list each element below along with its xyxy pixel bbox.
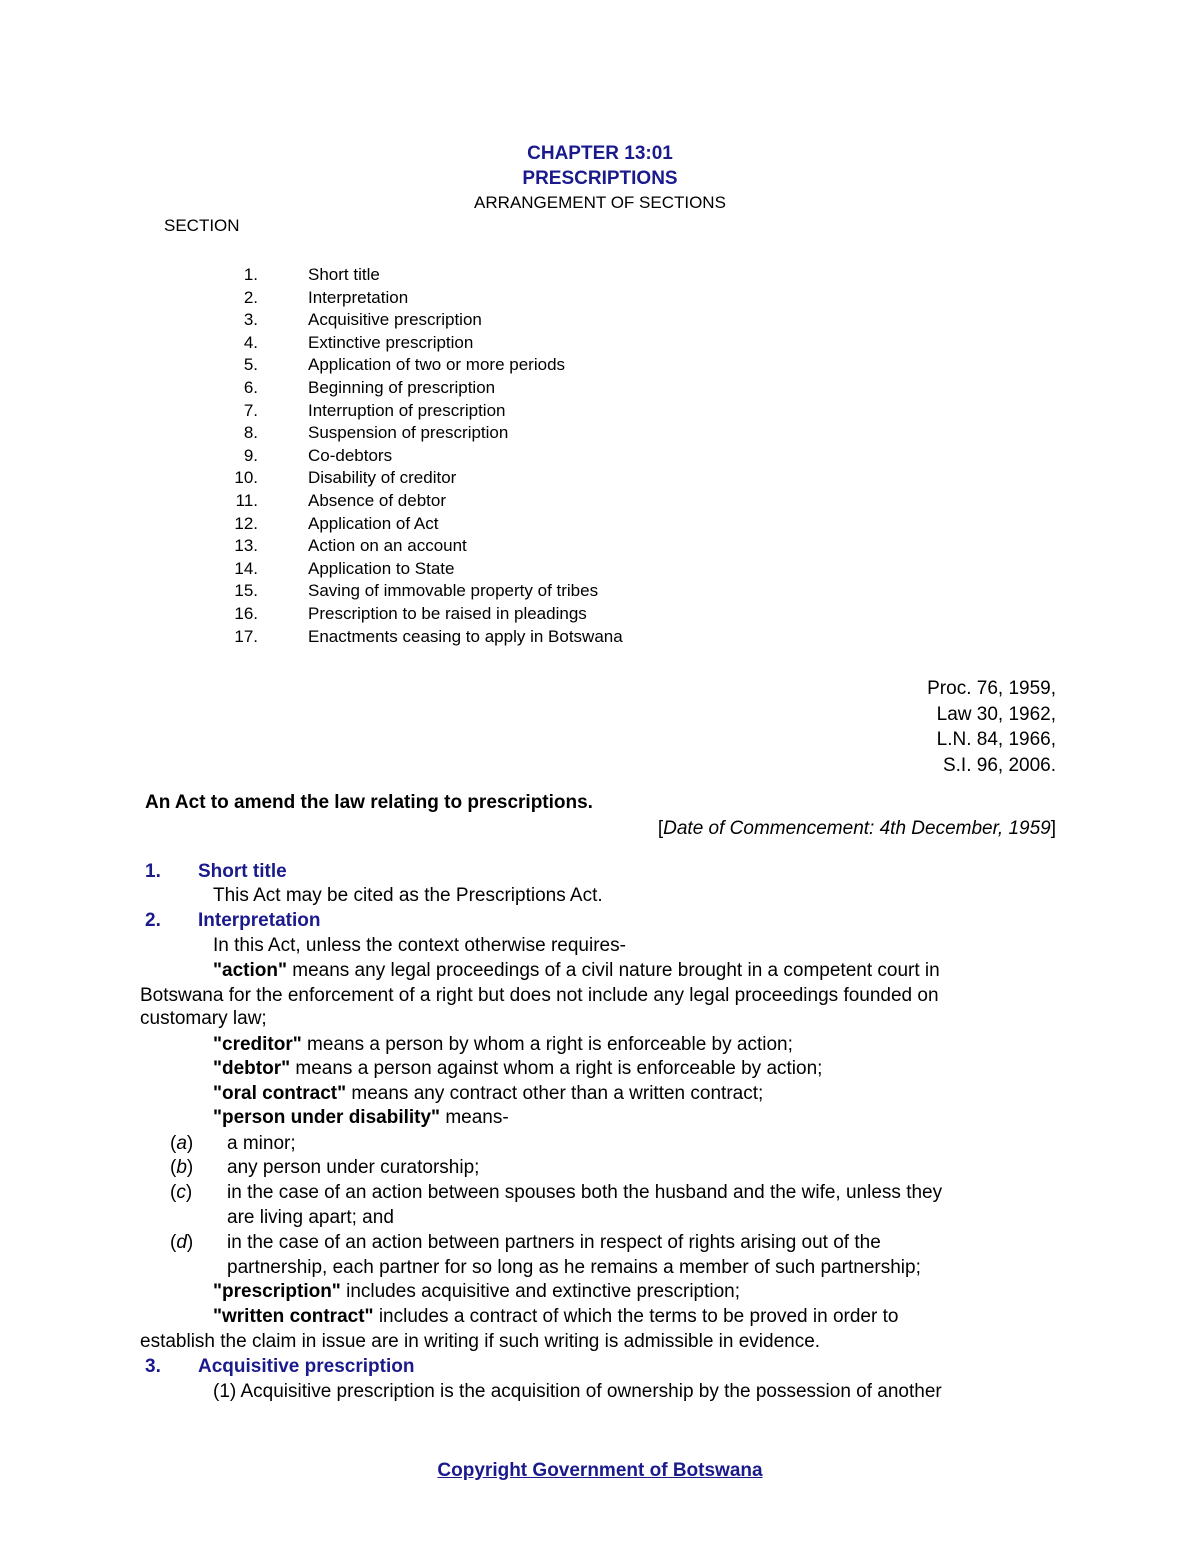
toc-number: 1. — [243, 265, 258, 284]
definition-action-cont: customary law; — [140, 1008, 267, 1029]
toc-number: 9. — [243, 445, 258, 465]
citation: L.N. 84, 1966, — [936, 729, 1056, 750]
definition-prescription — [213, 1281, 740, 1303]
toc-item[interactable] — [0, 580, 1200, 603]
item-a-text: a minor; — [227, 1133, 296, 1154]
toc-number: 4. — [243, 332, 258, 352]
toc-item[interactable] — [0, 400, 1200, 423]
toc-label: Absence of debtor — [308, 490, 446, 510]
toc-label: Saving of immovable property of tribes — [308, 581, 599, 601]
section-title: Short title — [198, 861, 287, 882]
definition-text: includes a contract of which the terms to be proved in order to — [373, 1306, 899, 1327]
item-d-label: (d) — [170, 1232, 194, 1253]
toc-item[interactable] — [0, 422, 1200, 445]
toc-item[interactable] — [0, 264, 1200, 287]
item-letter: b — [176, 1157, 187, 1178]
toc-number: 5. — [243, 355, 258, 375]
item-a-label: (a) — [170, 1133, 194, 1154]
toc-label: Beginning of prescription — [308, 377, 496, 397]
definition-text: means a person against whom a right is enforceable by action; — [290, 1058, 823, 1079]
bracket-open: [ — [657, 818, 664, 839]
toc-item[interactable] — [0, 558, 1200, 581]
section-title: Interpretation — [198, 910, 321, 931]
section-number: 1. — [145, 861, 161, 882]
toc-label: Suspension of prescription — [308, 423, 509, 443]
defined-term: "written contract" — [213, 1306, 374, 1327]
section-number: 2. — [145, 910, 161, 931]
toc-number: 16. — [234, 603, 258, 623]
toc-label: Disability of creditor — [308, 468, 457, 488]
toc-number: 12. — [234, 513, 258, 533]
toc-number: 15. — [234, 581, 258, 601]
definition-person-under-disability — [213, 1107, 509, 1129]
section-3-text: (1) Acquisitive prescription is the acquisition of ownership by the possession of another — [213, 1381, 942, 1402]
section-3-title — [198, 1356, 414, 1378]
section-3-heading — [145, 1356, 161, 1378]
item-c-text-cont: are living apart; and — [227, 1207, 394, 1228]
section-column-label: SECTION — [164, 216, 240, 235]
citation: Law 30, 1962, — [936, 703, 1056, 725]
chapter-title: PRESCRIPTIONS — [522, 168, 678, 189]
section-1-heading — [145, 861, 161, 883]
definition-written-contract-cont: establish the claim in issue are in writing if such writing is admissible in evidence. — [140, 1331, 821, 1352]
citation: S.I. 96, 2006. — [942, 754, 1056, 776]
defined-term: "debtor" — [213, 1058, 291, 1079]
toc-number: 2. — [243, 287, 258, 307]
toc-item[interactable] — [0, 332, 1200, 355]
toc-label: Prescription to be raised in pleadings — [308, 603, 587, 623]
item-c-text: in the case of an action between spouses both the husband and the wife, unless they — [227, 1182, 943, 1203]
commencement-text: Date of Commencement: 4th December, 1959 — [663, 818, 1051, 839]
definition-text: means a person by whom a right is enforceable by action; — [301, 1034, 793, 1055]
item-b-text: any person under curatorship; — [227, 1157, 480, 1178]
defined-term: "action" — [213, 960, 287, 981]
definition-text: means any legal proceedings of a civil nature brought in a competent court in — [286, 960, 940, 981]
toc-item[interactable] — [0, 445, 1200, 468]
toc-item[interactable] — [0, 354, 1200, 377]
copyright-link[interactable]: Copyright Government of Botswana — [437, 1460, 763, 1481]
toc-item[interactable] — [0, 603, 1200, 626]
definition-text: means any contract other than a written contract; — [346, 1083, 764, 1104]
defined-term: "person under disability" — [213, 1107, 441, 1128]
toc-item[interactable] — [0, 287, 1200, 310]
defined-term: "creditor" — [213, 1034, 302, 1055]
toc-number: 10. — [234, 468, 258, 488]
definition-oral-contract — [213, 1083, 763, 1105]
toc-item[interactable] — [0, 309, 1200, 332]
toc-label: Application of two or more periods — [308, 355, 566, 375]
section-2-heading — [145, 910, 161, 932]
toc-label: Interpretation — [308, 287, 409, 307]
toc-label: Co-debtors — [308, 445, 393, 465]
arrangement-heading: ARRANGEMENT OF SECTIONS — [474, 193, 726, 212]
definition-creditor — [213, 1034, 793, 1056]
definition-written-contract — [213, 1306, 898, 1328]
definition-action — [213, 960, 940, 982]
item-letter: c — [176, 1182, 186, 1203]
toc-label: Action on an account — [308, 536, 467, 556]
definition-text: means- — [440, 1107, 509, 1128]
section-title: Acquisitive prescription — [198, 1356, 415, 1377]
act-long-title: An Act to amend the law relating to prescriptions. — [145, 792, 593, 813]
toc-number: 17. — [234, 626, 258, 646]
section-1-title — [198, 861, 287, 883]
toc-number: 13. — [234, 536, 258, 556]
toc-number: 7. — [243, 400, 258, 420]
toc-label: Extinctive prescription — [308, 332, 474, 352]
toc-item[interactable] — [0, 626, 1200, 649]
toc-label: Acquisitive prescription — [308, 310, 482, 330]
toc-number: 14. — [234, 558, 258, 578]
toc-label: Application to State — [308, 558, 455, 578]
defined-term: "prescription" — [213, 1281, 341, 1302]
toc-item[interactable] — [0, 490, 1200, 513]
toc-item[interactable] — [0, 513, 1200, 536]
toc-label: Interruption of prescription — [308, 400, 506, 420]
item-b-label: (b) — [170, 1157, 194, 1178]
section-1-text: This Act may be cited as the Prescriptions Act. — [213, 885, 603, 906]
item-d-text: in the case of an action between partners in respect of rights arising out of the — [227, 1232, 881, 1253]
toc-number: 3. — [243, 310, 258, 330]
definition-text: includes acquisitive and extinctive prescription; — [340, 1281, 741, 1302]
section-2-title — [198, 910, 320, 932]
definition-debtor — [213, 1058, 822, 1080]
toc-item[interactable] — [0, 377, 1200, 400]
section-2-intro: In this Act, unless the context otherwise requires- — [213, 935, 626, 956]
item-letter: d — [176, 1232, 187, 1253]
toc-label: Application of Act — [308, 513, 439, 533]
definition-action-cont: Botswana for the enforcement of a right but does not include any legal proceedings founded on — [140, 985, 939, 1006]
section-number: 3. — [145, 1356, 161, 1377]
toc-label: Enactments ceasing to apply in Botswana — [308, 626, 623, 646]
toc-item[interactable] — [0, 535, 1200, 558]
item-c-label: (c) — [170, 1182, 193, 1203]
item-letter: a — [176, 1133, 187, 1154]
toc-label: Short title — [308, 265, 380, 284]
bracket-close: ] — [1050, 818, 1056, 839]
toc-number: 6. — [243, 377, 258, 397]
chapter-number: CHAPTER 13:01 — [527, 143, 673, 164]
table-of-contents — [0, 264, 1200, 648]
defined-term: "oral contract" — [213, 1083, 347, 1104]
toc-number: 8. — [243, 423, 258, 443]
item-d-text-cont: partnership, each partner for so long as he remains a member of such partnership; — [227, 1257, 921, 1278]
legislative-citations — [927, 676, 1056, 778]
citation: Proc. 76, 1959, — [927, 678, 1056, 699]
toc-number: 11. — [235, 490, 258, 510]
toc-item[interactable] — [0, 467, 1200, 490]
commencement-date — [658, 818, 1056, 840]
